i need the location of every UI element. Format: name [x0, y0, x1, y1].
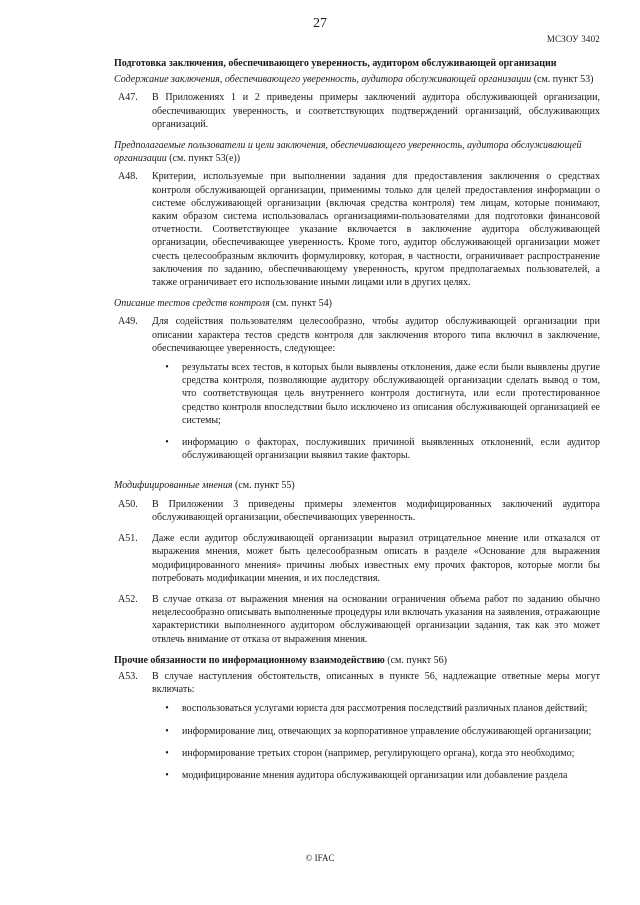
- subheading-modified-ref: (см. пункт 55): [235, 480, 295, 492]
- paragraph-label: A51.: [118, 533, 138, 545]
- bullet-icon: •: [165, 362, 169, 374]
- list-item: [152, 702, 600, 715]
- list-item: [152, 769, 600, 782]
- paragraph-text: В Приложениях 1 и 2 приведены примеры заключений аудитора обслуживающей организации, обеспечивающих уверенность, и соответствующих подтверждений организаций, обслуживающих организаций.: [152, 92, 600, 130]
- section-heading-text: Прочие обязанности по информационному взаимодействию: [114, 654, 385, 666]
- subheading-users: [114, 139, 600, 165]
- list-item: [152, 747, 600, 760]
- paragraph-a52: [114, 593, 600, 646]
- list-item-text: информирование третьих сторон (например, регулирующего органа), когда это необходимо;: [182, 747, 575, 759]
- subheading-content-title: Содержание заключения, обеспечивающего уверенность, аудитора обслуживающей организации: [114, 74, 532, 86]
- list-item-text: воспользоваться услугами юриста для рассмотрения последствий различных планов действий;: [182, 703, 588, 715]
- section-heading-other-duties: [114, 654, 600, 667]
- paragraph-label: A48.: [118, 171, 138, 183]
- subheading-tests: [114, 297, 600, 310]
- paragraph-text: В случае отказа от выражения мнения на основании ограничения объема работ по заданию обычно нецелесообразно описывать выполненные процедуры или включать указания на заявления, отражающие характеристики выполненного аудитором обслуживающей организации задания, так как это может отвлечь внимание от отказа от выражения мнения.: [152, 593, 600, 645]
- list-item-text: информацию о факторах, послуживших причиной выявленных отклонений, если аудитор обслуживающей организации выявил такие факторы.: [182, 437, 600, 462]
- bullet-icon: •: [165, 725, 169, 737]
- list-item: [152, 361, 600, 427]
- page-content: [114, 57, 600, 799]
- subheading-tests-ref: (см. пункт 54): [272, 298, 332, 310]
- list-item: [152, 436, 600, 462]
- paragraph-label: A53.: [118, 670, 138, 682]
- paragraph-label: A47.: [118, 92, 138, 104]
- paragraph-text: Для содействия пользователям целесообразно, чтобы аудитор обслуживающей организации при описании характера тестов средств контроля для заключения второго типа включил в заключение, обеспечивающее уверенность, следующее:: [152, 316, 600, 354]
- paragraph-label: A49.: [118, 316, 138, 328]
- subheading-modified: [114, 479, 600, 492]
- paragraph-text: Даже если аудитор обслуживающей организации выразил отрицательное мнение или отказался от выражения мнения, может быть целесообразным описать в разделе «Основание для выражения модифицированного мнения» причины любых известных ему прочих факторов, которые могли бы потребовать модификации мнения, и их последствия.: [152, 533, 600, 584]
- bullet-icon: •: [165, 703, 169, 715]
- paragraph-text: В Приложении 3 приведены примеры элементов модифицированных заключений аудитора обслуживающей организации, обеспечивающих уверенность.: [152, 498, 600, 523]
- list-item-text: результаты всех тестов, в которых были выявлены отклонения, даже если были выявлены другие средства контроля, позволяющие аудитору обслуживающей организации сделать вывод о том, что соответствующая цель внутреннего контроля достигнута, или если протестированное средство контроля впоследствии было исключено из описания обслуживающей организацией ее системы;: [182, 362, 600, 426]
- subheading-content-ref: (см. пункт 53): [533, 74, 594, 86]
- paragraph-a47: [114, 91, 600, 131]
- list-item: [152, 725, 600, 738]
- list-item-text: информирование лиц, отвечающих за корпоративное управление обслуживающей организации;: [182, 725, 592, 737]
- subheading-users-ref: (см. пункт 53(e)): [169, 153, 241, 165]
- bullet-icon: •: [165, 747, 169, 759]
- subheading-users-title: Предполагаемые пользователи и цели заключения, обеспечивающего уверенность, аудитора обслуживающей организации: [114, 140, 582, 165]
- paragraph-label: A52.: [118, 593, 138, 605]
- document-code: МСЗОУ 3402: [546, 34, 600, 44]
- bullet-list: [152, 361, 600, 462]
- section-heading-ref: (см. пункт 56): [387, 654, 447, 666]
- paragraph-a51: [114, 532, 600, 585]
- paragraph-label: A50.: [118, 498, 138, 510]
- paragraph-text: В случае наступления обстоятельств, описанных в пункте 56, надлежащие ответные меры могут включать:: [152, 670, 600, 696]
- page-number: 27: [313, 16, 327, 31]
- section-heading-preparation: Подготовка заключения, обеспечивающего уверенность, аудитором обслуживающей организации: [114, 58, 557, 69]
- paragraph-a50: [114, 498, 600, 524]
- subheading-modified-title: Модифицированные мнения: [114, 480, 233, 492]
- subheading-content: [114, 73, 600, 86]
- paragraph-a48: [114, 170, 600, 289]
- bullet-icon: •: [165, 769, 169, 781]
- paragraph-a49: [114, 315, 600, 471]
- paragraph-text: Критерии, используемые при выполнении задания для предоставления заключения о средствах контроля обслуживающей организации, применимы только для целей предоставления информации о системе обслуживающей организации (включая средства контроля) тем лицам, которые понимают, каким образом система использовалась организациями-пользователями для подготовки финансовой отчетности. Соответствующее указание включается в заключение аудитора обслуживающей организации, обеспечивающее уверенность. Кроме того, аудитор обслуживающей организации может счесть целесообразным включить формулировку, которая, в частности, ограничивает распространение заключения по заданию, обеспечивающему уверенность, кругом предполагаемых пользователей, а также ограничивает его использование иными лицами или в других целях.: [152, 171, 600, 289]
- bullet-icon: •: [165, 437, 169, 449]
- subheading-tests-title: Описание тестов средств контроля: [114, 298, 270, 310]
- footer-copyright: © IFAC: [305, 853, 335, 863]
- list-item-text: модифицирование мнения аудитора обслуживающей организации или добавление раздела: [182, 769, 568, 781]
- paragraph-a53: [114, 670, 600, 791]
- bullet-list: [152, 702, 600, 782]
